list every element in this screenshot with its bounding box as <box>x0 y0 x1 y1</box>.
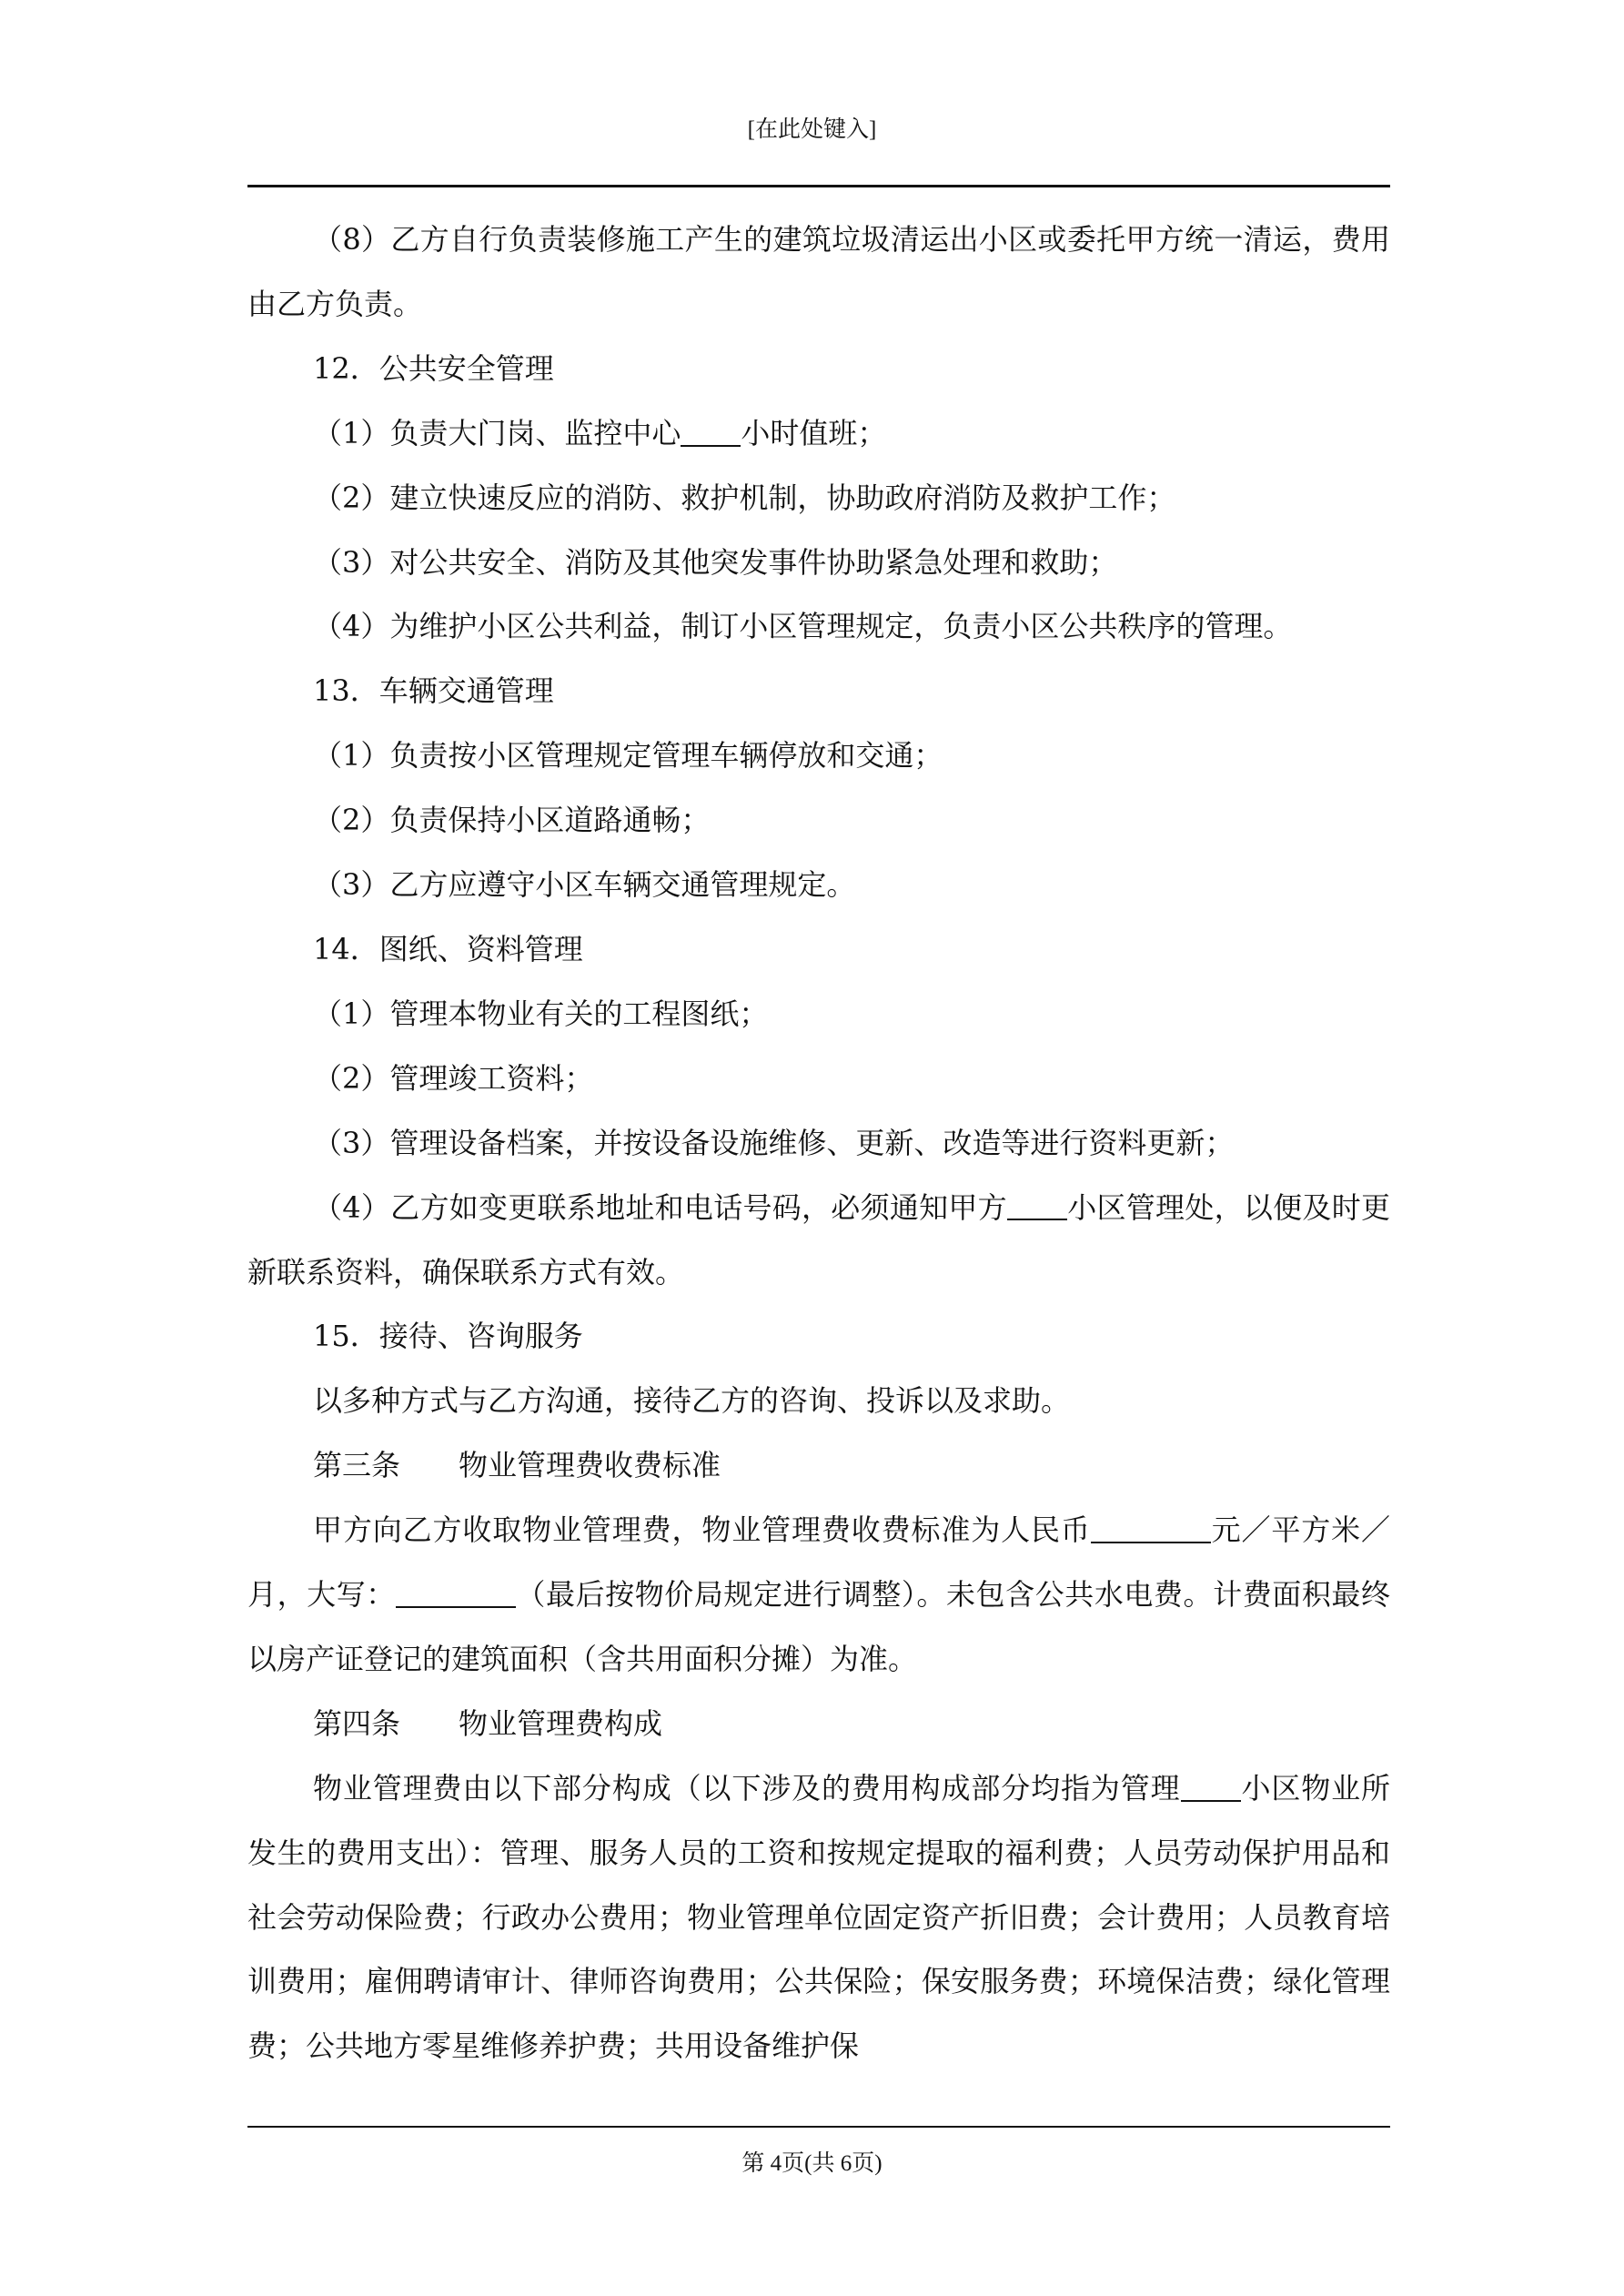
section-14-item-4 <box>247 1176 1390 1305</box>
page-footer: 第 4页(共 6页) <box>741 2151 883 2176</box>
article-4-heading: 第四条 物业管理费构成 <box>313 1705 663 1741</box>
text-segment: （4）乙方如变更联系地址和电话号码，必须通知甲方 <box>313 1189 1007 1225</box>
section-12-heading: 12．公共安全管理 <box>313 350 554 386</box>
article-3-heading: 第三条 物业管理费收费标准 <box>313 1448 721 1483</box>
fill-blank-community <box>1007 1189 1067 1220</box>
text-segment: （最后按物价局规定进行调整）。未包含公共水电费。计费面积最终以房产证登记的建筑面积（含共用面积分摊）为准。 <box>247 1577 1390 1676</box>
section-14-item-3: （3）管理设备档案，并按设备设施维修、更新、改造等进行资料更新； <box>313 1125 1235 1160</box>
text-segment: 物业管理费由以下部分构成（以下涉及的费用构成部分均指为管理 <box>313 1770 1181 1805</box>
text-segment: 甲方向乙方收取物业管理费，物业管理费收费标准为人民币 <box>313 1512 1091 1548</box>
section-13-item-2: （2）负责保持小区道路通畅； <box>313 803 711 838</box>
document-body <box>247 207 1390 2079</box>
section-14-heading: 14．图纸、资料管理 <box>313 931 583 966</box>
section-12-item-2: （2）建立快速反应的消防、救护机制，协助政府消防及救护工作； <box>313 480 1176 515</box>
text-segment: 小区管理处，以便及时更新联系资料，确保联系方式有效。 <box>247 1189 1390 1290</box>
clause-8-cleanup: （8）乙方自行负责装修施工产生的建筑垃圾清运出小区或委托甲方统一清运，费用由乙方负责。 <box>247 222 1390 321</box>
section-13-item-3: （3）乙方应遵守小区车辆交通管理规定。 <box>313 867 856 903</box>
section-13-heading: 13．车辆交通管理 <box>313 673 554 709</box>
text-segment: 元／平方米／月，大写： <box>247 1512 1390 1613</box>
fill-blank-community-name <box>1181 1771 1241 1802</box>
fill-blank-fee-amount <box>1091 1512 1211 1543</box>
article-4-text <box>247 1756 1390 2079</box>
text-segment: （1）负责大门岗、监控中心 <box>313 415 681 450</box>
section-12-item-4: （4）为维护小区公共利益，制订小区管理规定，负责小区公共秩序的管理。 <box>313 609 1293 644</box>
section-14-item-1: （1）管理本物业有关的工程图纸； <box>313 996 769 1031</box>
footer-rule <box>247 2126 1390 2128</box>
text-segment: 小时值班； <box>741 415 887 450</box>
section-15-heading: 15．接待、咨询服务 <box>313 1319 583 1354</box>
section-12-item-1 <box>247 401 1390 466</box>
section-15-text: 以多种方式与乙方沟通，接待乙方的咨询、投诉以及求助。 <box>313 1383 1071 1419</box>
section-14-item-2: （2）管理竣工资料； <box>313 1060 594 1096</box>
section-12-item-3: （3）对公共安全、消防及其他突发事件协助紧急处理和救助； <box>313 544 1118 580</box>
fill-blank-hours <box>681 416 741 447</box>
fill-blank-fee-words <box>396 1577 516 1608</box>
article-3-text <box>247 1498 1390 1692</box>
page-header: [在此处键入] <box>747 117 877 142</box>
text-segment: 小区物业所发生的费用支出）：管理、服务人员的工资和按规定提取的福利费；人员劳动保护用品和社会劳动保险费；行政办公费用；物业管理单位固定资产折旧费；会计费用；人员教育培训费用；雇佣聘请审计、律师咨询费用；公共保险；保安服务费；环境保洁费；绿化管理费；公共地方零星维修养护费；共用设备维护保 <box>247 1770 1390 2064</box>
header-rule <box>247 185 1390 187</box>
section-13-item-1: （1）负责按小区管理规定管理车辆停放和交通； <box>313 738 943 774</box>
